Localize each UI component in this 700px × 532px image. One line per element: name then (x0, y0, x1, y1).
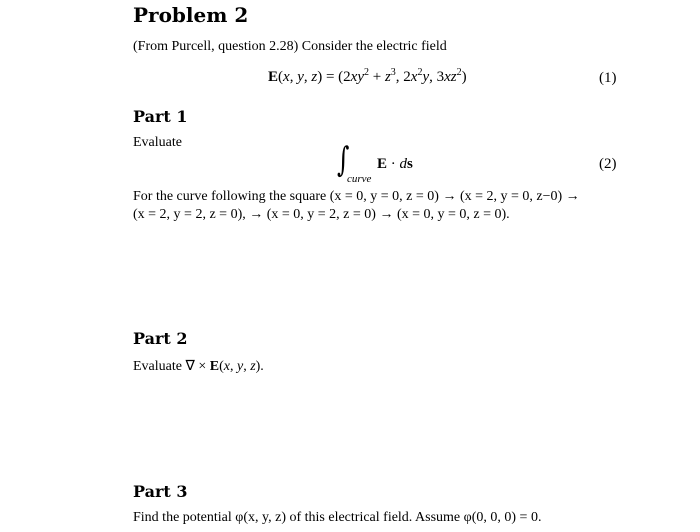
part2-text: Evaluate ∇ × E(x, y, z). (133, 359, 264, 374)
curve-description-line1: For the curve following the square (x = 0, y = 0, z = 0) → (x = 2, y = 0, z−0) → (133, 189, 580, 204)
curve-description-line2: (x = 2, y = 2, z = 0), → (x = 0, y = 2, z = 0) → (x = 0, y = 0, z = 0). (133, 207, 510, 222)
part1-heading: Part 1 (133, 107, 188, 126)
integral-subscript: curve (347, 173, 372, 185)
integral-sign: ∫ (337, 140, 350, 180)
part3-text: Find the potential φ(x, y, z) of this electrical field. Assume φ(0, 0, 0) = 0. (133, 510, 542, 525)
equation-number-1: (1) (599, 70, 617, 86)
part2-text-prefix: Evaluate ∇ × (133, 359, 210, 374)
equation-number-2: (2) (599, 156, 617, 172)
part1-evaluate-text: Evaluate (133, 135, 182, 150)
intro-text: (From Purcell, question 2.28) Consider the electric field (133, 39, 447, 54)
integrand: E · ds (377, 156, 413, 172)
equation-electric-field: E(x, y, $z) = (2xy^2 + z^3$, $2x^2y$, $3xz^2$) (268, 67, 467, 85)
problem-title: Problem 2 (133, 3, 249, 27)
part2-heading: Part 2 (133, 329, 188, 348)
part3-heading: Part 3 (133, 482, 188, 501)
